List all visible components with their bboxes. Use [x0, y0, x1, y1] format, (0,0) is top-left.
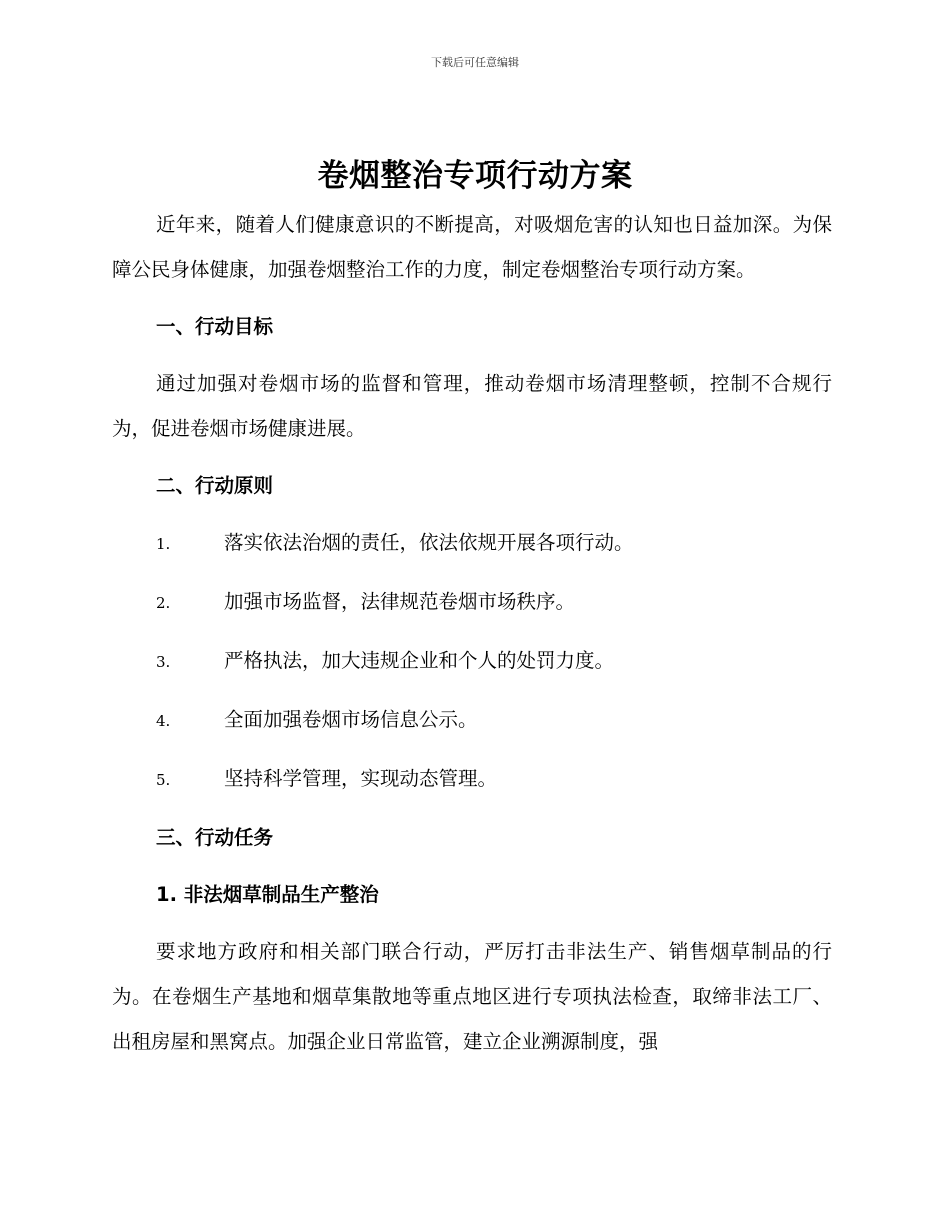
- list-item: [112, 579, 832, 626]
- list-item: [112, 638, 832, 685]
- subsection-heading-illegal-production: 1. 非法烟草制品生产整治: [156, 883, 379, 906]
- list-item: [112, 756, 832, 803]
- list-item-number: 1.: [156, 535, 171, 553]
- list-item-text: 严格执法，加大违规企业和个人的处罚力度。: [224, 649, 615, 672]
- section-heading-goals: 一、行动目标: [156, 315, 274, 338]
- list-item-number: 2.: [156, 594, 171, 612]
- page-header-note: 下载后可任意编辑: [431, 56, 519, 69]
- document-body: [112, 202, 832, 1076]
- list-item-number: 3.: [156, 653, 171, 671]
- list-item-text: 全面加强卷烟市场信息公示。: [224, 708, 478, 731]
- list-item: [112, 697, 832, 744]
- intro-paragraph: 近年来，随着人们健康意识的不断提高，对吸烟危害的认知也日益加深。为保障公民身体健康，加强卷烟整治工作的力度，制定卷烟整治专项行动方案。: [112, 213, 832, 281]
- list-item-text: 加强市场监督，法律规范卷烟市场秩序。: [224, 590, 576, 613]
- section-heading-principles: 二、行动原则: [156, 474, 274, 497]
- list-item-text: 落实依法治烟的责任，依法依规开展各项行动。: [224, 531, 634, 554]
- list-item: [112, 520, 832, 567]
- tasks-paragraph: 要求地方政府和相关部门联合行动，严厉打击非法生产、销售烟草制品的行为。在卷烟生产基地和烟草集散地等重点地区进行专项执法检查，取缔非法工厂、出租房屋和黑窝点。加强企业日常监管，建立企业溯源制度，强: [112, 940, 832, 1053]
- list-item-number: 4.: [156, 712, 171, 730]
- goals-paragraph: 通过加强对卷烟市场的监督和管理，推动卷烟市场清理整顿，控制不合规行为，促进卷烟市场健康进展。: [112, 372, 832, 440]
- document-title: 卷烟整治专项行动方案: [317, 158, 633, 194]
- section-heading-tasks: 三、行动任务: [156, 826, 274, 849]
- list-item-number: 5.: [156, 771, 171, 789]
- list-item-text: 坚持科学管理，实现动态管理。: [224, 767, 498, 790]
